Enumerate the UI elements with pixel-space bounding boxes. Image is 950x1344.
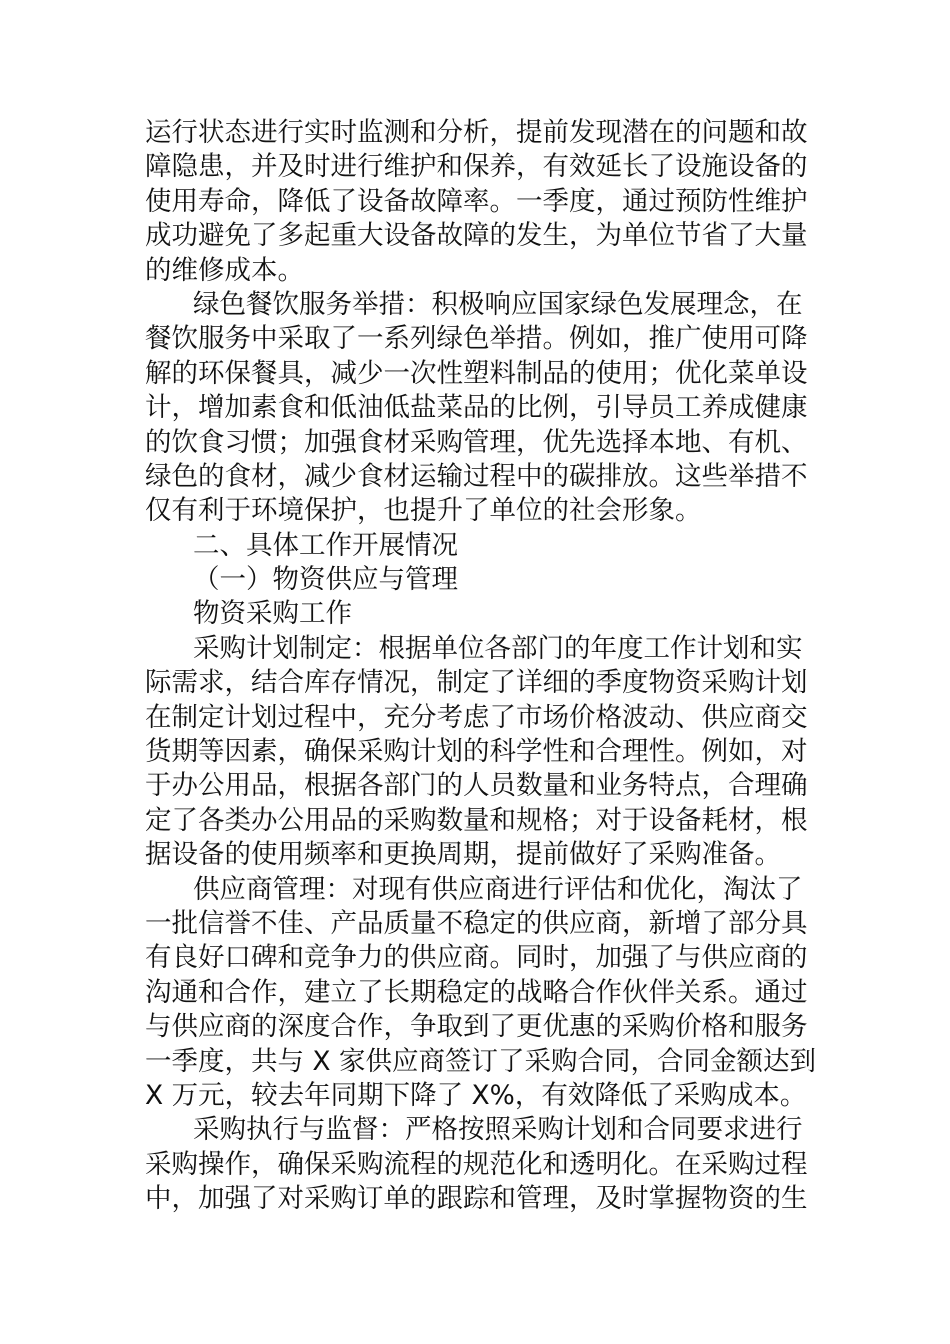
text-line: 与供应商的深度合作，争取到了更优惠的采购价格和服务	[145, 1011, 808, 1043]
subsection-heading: （一）物资供应与管理	[193, 564, 458, 596]
text-line: X 万元，较去年同期下降了 X%，有效降低了采购成本。	[145, 1079, 807, 1111]
paragraph-start-line: 绿色餐饮服务举措：积极响应国家绿色发展理念，在	[193, 288, 803, 320]
text-line: 沟通和合作，建立了长期稳定的战略合作伙伴关系。通过	[145, 976, 808, 1008]
text-line: 的饮食习惯；加强食材采购管理，优先选择本地、有机、	[145, 426, 808, 458]
text-line: 仅有利于环境保护，也提升了单位的社会形象。	[145, 495, 702, 527]
paragraph-start-line: 采购执行与监督：严格按照采购计划和合同要求进行	[193, 1114, 803, 1146]
text-line: 际需求，结合库存情况，制定了详细的季度物资采购计划	[145, 667, 808, 699]
text-line: 运行状态进行实时监测和分析，提前发现潜在的问题和故	[145, 117, 808, 148]
text-line: 于办公用品，根据各部门的人员数量和业务特点，合理确	[145, 770, 808, 802]
text-line: 一季度，共与 X 家供应商签订了采购合同，合同金额达到	[145, 1045, 817, 1077]
paragraph-start-line: 供应商管理：对现有供应商进行评估和优化，淘汰了	[193, 873, 803, 905]
text-line: 成功避免了多起重大设备故障的发生，为单位节省了大量	[145, 220, 808, 252]
text-line: 有良好口碑和竞争力的供应商。同时，加强了与供应商的	[145, 942, 808, 974]
text-line: 餐饮服务中采取了一系列绿色举措。例如，推广使用可降	[145, 323, 808, 355]
text-line: 使用寿命，降低了设备故障率。一季度，通过预防性维护	[145, 185, 808, 217]
text-line: 货期等因素，确保采购计划的科学性和合理性。例如，对	[145, 736, 808, 768]
text-line: 一批信誉不佳、产品质量不稳定的供应商，新增了部分具	[145, 907, 808, 939]
text-line: 计，增加素食和低油低盐菜品的比例，引导员工养成健康	[145, 392, 808, 424]
text-line: 据设备的使用频率和更换周期，提前做好了采购准备。	[145, 839, 781, 871]
text-line: 采购操作，确保采购流程的规范化和透明化。在采购过程	[145, 1148, 808, 1180]
body-text	[145, 116, 817, 1217]
text-line: 定了各类办公用品的采购数量和规格；对于设备耗材，根	[145, 804, 808, 836]
text-line: 的维修成本。	[145, 254, 304, 286]
text-line: 解的环保餐具，减少一次性塑料制品的使用；优化菜单设	[145, 357, 808, 389]
text-line: 绿色的食材，减少食材运输过程中的碳排放。这些举措不	[145, 460, 808, 492]
text-line: 在制定计划过程中，充分考虑了市场价格波动、供应商交	[145, 701, 808, 733]
text-line: 障隐患，并及时进行维护和保养，有效延长了设施设备的	[145, 151, 808, 183]
section-heading: 二、具体工作开展情况	[193, 529, 458, 561]
text-line: 中，加强了对采购订单的跟踪和管理，及时掌握物资的生	[145, 1183, 808, 1215]
topic-heading: 物资采购工作	[193, 598, 352, 630]
paragraph-start-line: 采购计划制定：根据单位各部门的年度工作计划和实	[193, 632, 803, 664]
